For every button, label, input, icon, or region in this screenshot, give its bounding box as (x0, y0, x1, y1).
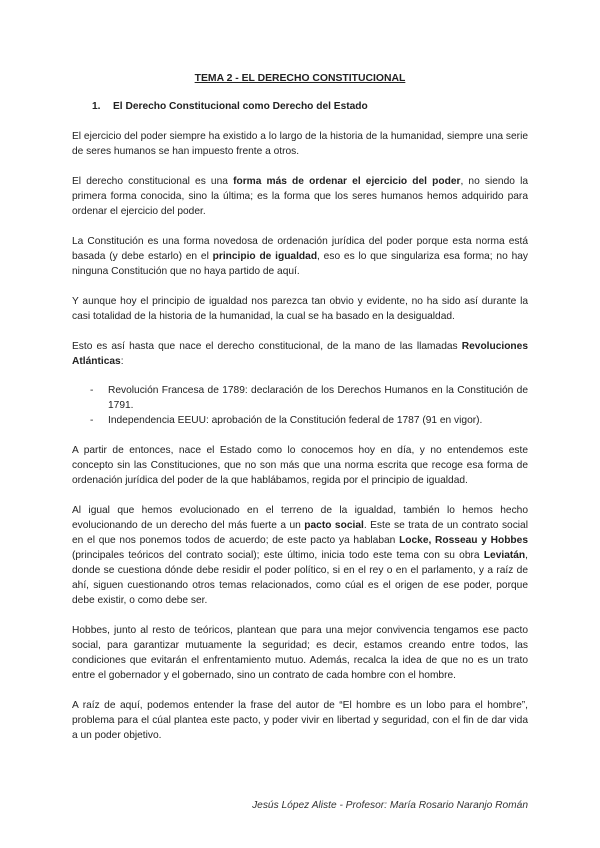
paragraph-7-bold-leviatan: Leviatán (483, 550, 526, 561)
list-item-text: Revolución Francesa de 1789: declaración de los Derechos Humanos en la Constitución de 1791. (108, 385, 528, 411)
list-marker: - (90, 385, 94, 396)
paragraph-8: Hobbes, junto al resto de teóricos, plantean que para una mejor convivencia tengamos ese pacto social, para garantizar mutuamente la seguridad; es decir, estamos creando entre todos, las condiciones que evitarán el enfrentamiento mutuo. Además, recalca la idea de que no es un trato entre el gobernador y el gobernado, sino un contrato de cada hombre con el hombre. (72, 625, 528, 681)
list-item (72, 383, 528, 413)
paragraph-3-text-c: , eso es lo que singulariza esa forma; no hay ninguna Constitución que no haya partido de aquí. (72, 251, 528, 277)
paragraph-5-text-a: Esto es así hasta que nace el derecho constitucional, de la mano de las llamadas (72, 341, 462, 352)
paragraph-7-text-g: , donde se cuestiona dónde debe residir el poder político, si en el rey o en el parlamento, y a raíz de ahí, siguen cuestionando otros temas relacionados, como cúal es el origen de ese poder, porque debe existir, o como debe ser. (72, 550, 528, 606)
paragraph-6: A partir de entonces, nace el Estado como lo conocemos hoy en día, y no entendemos este concepto sin las Constituciones, que no son más que una norma escrita que recoge esa forma de ordenación jurídica del poder de la que hablábamos, regida por el principio de igualdad. (72, 445, 528, 486)
paragraph-7-bold-pacto: pacto social (304, 520, 364, 531)
paragraph-9: A raíz de aquí, podemos entender la frase del autor de “El hombre es un lobo para el hombre”, problema para el cúal plantea este pacto, y poder vivir en libertad y seguridad, con el fin de dar vida a un poder objetivo. (72, 700, 528, 741)
paragraph-7-bold-authors: Locke, Rosseau y Hobbes (399, 535, 528, 546)
paragraph-3 (72, 234, 528, 279)
paragraph-3-bold: principio de igualdad (212, 251, 318, 262)
paragraph-2 (72, 174, 528, 219)
paragraph-2-text-a: El derecho constitucional es una (72, 176, 234, 187)
document-page (72, 72, 528, 758)
section-number: 1. (92, 101, 101, 112)
paragraph-2-text-c: , no siendo la primera forma conocida, sino la última; es la forma que los seres humanos hemos adquirido para ordenar el ejercicio del poder. (72, 176, 528, 217)
paragraph-4: Y aunque hoy el principio de igualdad nos parezca tan obvio y evidente, no ha sido así durante la casi totalidad de la historia de la humanidad, la cual se ha basado en la desigualdad. (72, 296, 528, 322)
paragraph-7-text-e: (principales teóricos del contrato social); este último, inicia todo este tema con su obra (72, 550, 484, 561)
section-heading (92, 100, 528, 114)
paragraph-7-text-a: Al igual que hemos evolucionado en el terreno de la igualdad, también lo hemos hecho evolucionando de un derecho del más fuerte a un (72, 505, 528, 531)
paragraph-5-text-c: : (120, 356, 124, 367)
paragraph-2-bold: forma más de ordenar el ejercicio del poder (233, 176, 461, 187)
revolutions-list (72, 383, 528, 428)
paragraph-5 (72, 339, 528, 369)
paragraph-5-bold: Revoluciones Atlánticas (72, 341, 528, 367)
document-title: TEMA 2 - EL DERECHO CONSTITUCIONAL (194, 73, 406, 84)
paragraph-3-text-a: La Constitución es una forma novedosa de ordenación jurídica del poder porque esta norma está basada (y debe estarlo) en el (72, 236, 528, 262)
paragraph-7-text-c: . Este se trata de un contrato social en el que nos ponemos todos de acuerdo; de este pacto ya hablaban (72, 520, 528, 546)
paragraph-1: El ejercicio del poder siempre ha existido a lo largo de la historia de la humanidad, siempre una serie de seres humanos se han impuesto frente a otros. (72, 131, 528, 157)
section-heading-text: El Derecho Constitucional como Derecho del Estado (113, 101, 368, 112)
list-marker: - (90, 415, 94, 426)
list-item (72, 413, 528, 428)
list-item-text: Independencia EEUU: aprobación de la Constitución federal de 1787 (91 en vigor). (108, 415, 483, 426)
paragraph-7 (72, 503, 528, 608)
page-footer: Jesús López Aliste - Profesor: María Rosario Naranjo Román (252, 800, 528, 811)
